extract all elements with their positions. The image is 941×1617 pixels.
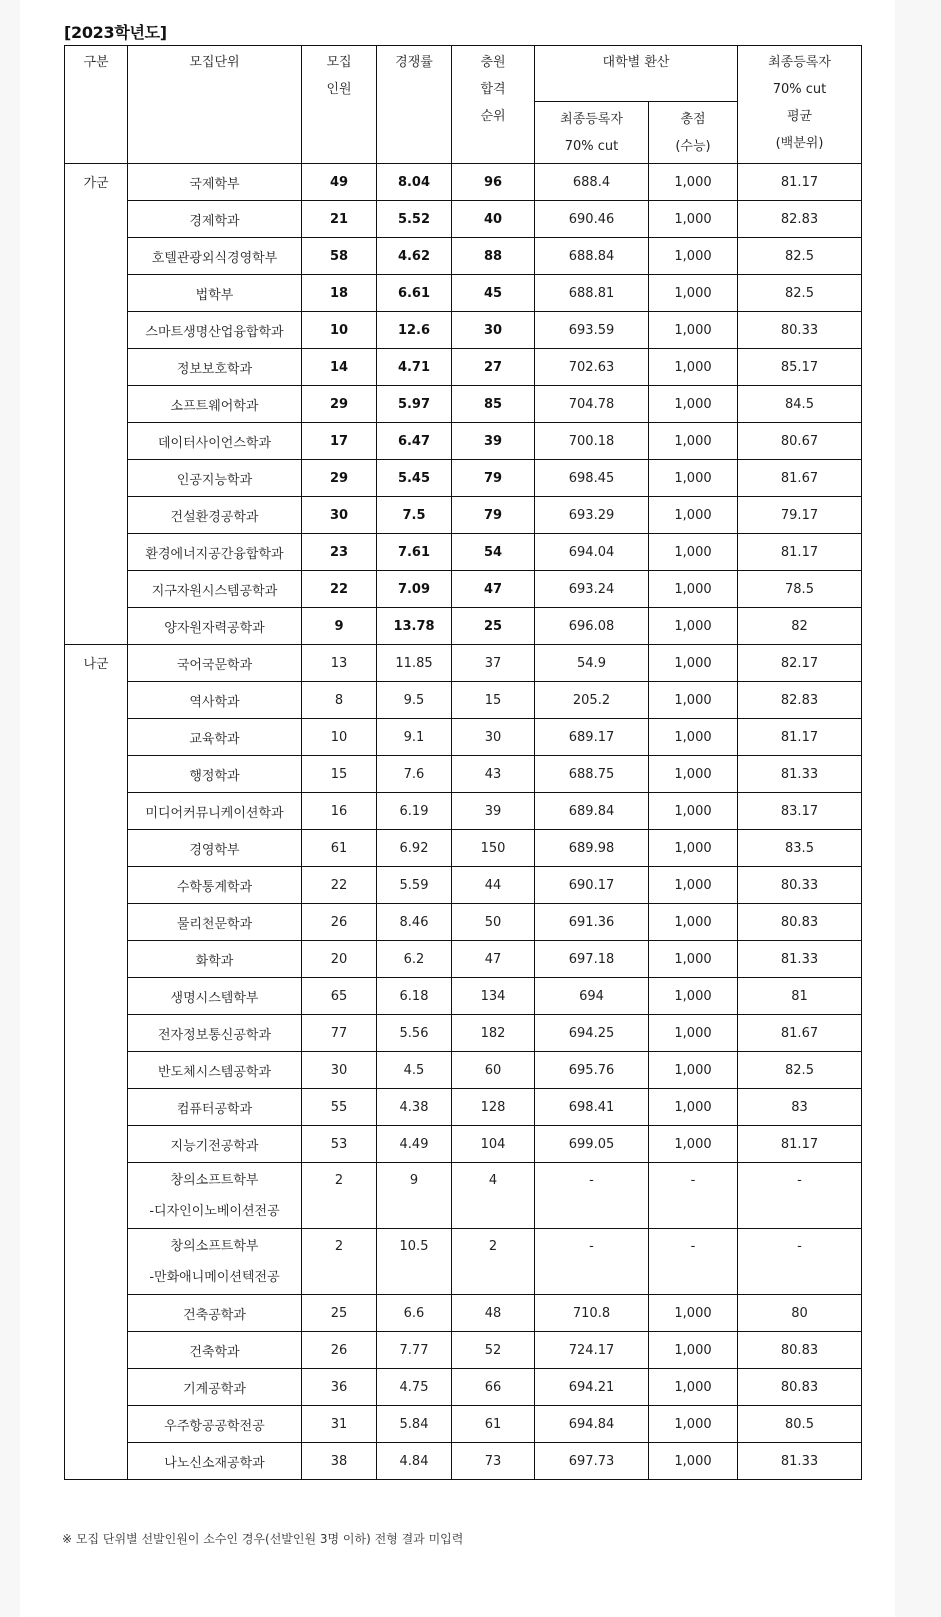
header-univ-conv: 대학별 환산: [535, 46, 738, 102]
cell-unit: 수학통계학과: [128, 867, 302, 904]
cell-ratio: 6.47: [377, 423, 452, 460]
cell-quota: 77: [302, 1015, 377, 1052]
table-row: [65, 497, 862, 534]
cell-ratio: 4.49: [377, 1126, 452, 1163]
cell-total: 1,000: [649, 682, 738, 719]
table-row: [65, 275, 862, 312]
cell-rank: 85: [452, 386, 535, 423]
cell-unit: 생명시스템학부: [128, 978, 302, 1015]
cell-quota: 38: [302, 1443, 377, 1480]
cell-ratio: 9.1: [377, 719, 452, 756]
cell-percentile: 82.17: [738, 645, 862, 682]
table-row: [65, 608, 862, 645]
cell-cut: 699.05: [535, 1126, 649, 1163]
cell-ratio: 7.5: [377, 497, 452, 534]
cell-cut: 693.59: [535, 312, 649, 349]
cell-rank: 44: [452, 867, 535, 904]
cell-total: 1,000: [649, 904, 738, 941]
header-percentile: 최종등록자 70% cut 평균 (백분위): [738, 46, 862, 164]
cell-percentile: -: [738, 1229, 862, 1295]
cell-percentile: 82: [738, 608, 862, 645]
cell-unit: 건축공학과: [128, 1295, 302, 1332]
cell-cut: 694.84: [535, 1406, 649, 1443]
cell-cut: 690.17: [535, 867, 649, 904]
cell-percentile: 80.83: [738, 904, 862, 941]
cell-quota: 36: [302, 1369, 377, 1406]
cell-rank: 52: [452, 1332, 535, 1369]
cell-rank: 61: [452, 1406, 535, 1443]
cell-quota: 16: [302, 793, 377, 830]
cell-total: 1,000: [649, 756, 738, 793]
cell-unit: 인공지능학과: [128, 460, 302, 497]
cell-unit: 기계공학과: [128, 1369, 302, 1406]
cell-unit: 소프트웨어학과: [128, 386, 302, 423]
table-row: [65, 867, 862, 904]
group-label: 가군: [65, 164, 128, 645]
cell-unit: 지능기전공학과: [128, 1126, 302, 1163]
table-row: [65, 1126, 862, 1163]
cell-rank: 96: [452, 164, 535, 201]
header-quota: 모집 인원: [302, 46, 377, 164]
cell-quota: 23: [302, 534, 377, 571]
header-unit: 모집단위: [128, 46, 302, 164]
cell-ratio: 6.18: [377, 978, 452, 1015]
cell-percentile: 82.5: [738, 1052, 862, 1089]
cell-percentile: 82.5: [738, 238, 862, 275]
cell-percentile: 78.5: [738, 571, 862, 608]
cell-quota: 61: [302, 830, 377, 867]
cell-ratio: 11.85: [377, 645, 452, 682]
cell-ratio: 4.75: [377, 1369, 452, 1406]
table-row: [65, 571, 862, 608]
cell-unit: 건설환경공학과: [128, 497, 302, 534]
table-row: [65, 1015, 862, 1052]
cell-total: 1,000: [649, 1332, 738, 1369]
cell-unit: 전자정보통신공학과: [128, 1015, 302, 1052]
cell-total: 1,000: [649, 830, 738, 867]
cell-percentile: 83.17: [738, 793, 862, 830]
cell-ratio: 7.6: [377, 756, 452, 793]
table-row: [65, 941, 862, 978]
cell-total: 1,000: [649, 164, 738, 201]
cell-ratio: 9.5: [377, 682, 452, 719]
cell-quota: 2: [302, 1229, 377, 1295]
cell-unit: 물리천문학과: [128, 904, 302, 941]
cell-quota: 14: [302, 349, 377, 386]
table-row: [65, 1406, 862, 1443]
cell-rank: 25: [452, 608, 535, 645]
cell-ratio: 7.77: [377, 1332, 452, 1369]
cell-ratio: 5.97: [377, 386, 452, 423]
cell-quota: 21: [302, 201, 377, 238]
cell-total: 1,000: [649, 460, 738, 497]
cell-cut: 694.25: [535, 1015, 649, 1052]
cell-quota: 18: [302, 275, 377, 312]
cell-total: 1,000: [649, 1369, 738, 1406]
cell-rank: 39: [452, 423, 535, 460]
cell-total: 1,000: [649, 1443, 738, 1480]
cell-rank: 73: [452, 1443, 535, 1480]
cell-rank: 134: [452, 978, 535, 1015]
cell-ratio: 5.56: [377, 1015, 452, 1052]
cell-percentile: 80.83: [738, 1369, 862, 1406]
cell-cut: 205.2: [535, 682, 649, 719]
table-row: [65, 1295, 862, 1332]
cell-quota: 26: [302, 1332, 377, 1369]
cell-rank: 60: [452, 1052, 535, 1089]
cell-percentile: 81.17: [738, 164, 862, 201]
cell-total: 1,000: [649, 645, 738, 682]
cell-rank: 39: [452, 793, 535, 830]
cell-cut: 694.21: [535, 1369, 649, 1406]
cell-unit: 환경에너지공간융합학과: [128, 534, 302, 571]
cell-rank: 150: [452, 830, 535, 867]
cell-ratio: 5.52: [377, 201, 452, 238]
table-row: [65, 1332, 862, 1369]
cell-unit: 데이터사이언스학과: [128, 423, 302, 460]
cell-percentile: 81.33: [738, 1443, 862, 1480]
cell-cut: 697.18: [535, 941, 649, 978]
cell-ratio: 6.61: [377, 275, 452, 312]
cell-quota: 20: [302, 941, 377, 978]
cell-cut: 54.9: [535, 645, 649, 682]
cell-quota: 15: [302, 756, 377, 793]
cell-quota: 10: [302, 719, 377, 756]
cell-unit: 경제학과: [128, 201, 302, 238]
cell-rank: 15: [452, 682, 535, 719]
cell-quota: 49: [302, 164, 377, 201]
cell-unit: 호텔관광외식경영학부: [128, 238, 302, 275]
cell-percentile: 80.33: [738, 867, 862, 904]
cell-cut: 689.84: [535, 793, 649, 830]
cell-unit: 교육학과: [128, 719, 302, 756]
table-row: [65, 756, 862, 793]
cell-ratio: 4.71: [377, 349, 452, 386]
table-row: [65, 1089, 862, 1126]
cell-quota: 31: [302, 1406, 377, 1443]
cell-unit: 국제학부: [128, 164, 302, 201]
cell-cut: 689.17: [535, 719, 649, 756]
cell-unit: 정보보호학과: [128, 349, 302, 386]
cell-rank: 27: [452, 349, 535, 386]
cell-percentile: 81.67: [738, 460, 862, 497]
cell-rank: 4: [452, 1163, 535, 1229]
cell-rank: 30: [452, 312, 535, 349]
cell-cut: 696.08: [535, 608, 649, 645]
table-row: [65, 349, 862, 386]
cell-quota: 58: [302, 238, 377, 275]
cell-ratio: 9: [377, 1163, 452, 1229]
cell-quota: 25: [302, 1295, 377, 1332]
cell-quota: 30: [302, 1052, 377, 1089]
cell-total: 1,000: [649, 275, 738, 312]
cell-percentile: 81.67: [738, 1015, 862, 1052]
cell-percentile: 81.33: [738, 941, 862, 978]
cell-total: -: [649, 1229, 738, 1295]
table-row: [65, 1229, 862, 1295]
cell-unit: 창의소프트학부 -디자인이노베이션전공: [128, 1163, 302, 1229]
table-row: [65, 1163, 862, 1229]
header-total: 총점 (수능): [649, 102, 738, 164]
cell-total: 1,000: [649, 978, 738, 1015]
cell-ratio: 5.59: [377, 867, 452, 904]
cell-unit: 역사학과: [128, 682, 302, 719]
cell-ratio: 7.09: [377, 571, 452, 608]
cell-cut: 698.41: [535, 1089, 649, 1126]
table-row: [65, 201, 862, 238]
cell-total: 1,000: [649, 1052, 738, 1089]
table-row: [65, 978, 862, 1015]
cell-cut: 690.46: [535, 201, 649, 238]
cell-total: 1,000: [649, 719, 738, 756]
cell-quota: 22: [302, 867, 377, 904]
cell-rank: 30: [452, 719, 535, 756]
cell-total: 1,000: [649, 1295, 738, 1332]
table-row: [65, 793, 862, 830]
cell-total: 1,000: [649, 423, 738, 460]
cell-unit: 국어국문학과: [128, 645, 302, 682]
cell-quota: 17: [302, 423, 377, 460]
cell-unit: 나노신소재공학과: [128, 1443, 302, 1480]
cell-total: 1,000: [649, 867, 738, 904]
cell-rank: 128: [452, 1089, 535, 1126]
cell-cut: 693.29: [535, 497, 649, 534]
cell-cut: 710.8: [535, 1295, 649, 1332]
cell-ratio: 13.78: [377, 608, 452, 645]
table-body: [65, 164, 862, 1480]
cell-unit: 양자원자력공학과: [128, 608, 302, 645]
cell-quota: 55: [302, 1089, 377, 1126]
cell-total: 1,000: [649, 349, 738, 386]
cell-cut: 691.36: [535, 904, 649, 941]
cell-percentile: 83.5: [738, 830, 862, 867]
cell-percentile: 81: [738, 978, 862, 1015]
cell-ratio: 6.6: [377, 1295, 452, 1332]
cell-cut: 688.81: [535, 275, 649, 312]
table-row: [65, 830, 862, 867]
cell-cut: 688.84: [535, 238, 649, 275]
cell-ratio: 7.61: [377, 534, 452, 571]
cell-quota: 65: [302, 978, 377, 1015]
cell-cut: 694: [535, 978, 649, 1015]
cell-unit: 지구자원시스템공학과: [128, 571, 302, 608]
cell-percentile: 81.17: [738, 719, 862, 756]
cell-cut: 693.24: [535, 571, 649, 608]
cell-unit: 반도체시스템공학과: [128, 1052, 302, 1089]
cell-percentile: 79.17: [738, 497, 862, 534]
cell-quota: 8: [302, 682, 377, 719]
cell-quota: 9: [302, 608, 377, 645]
cell-ratio: 6.19: [377, 793, 452, 830]
cell-percentile: 82.5: [738, 275, 862, 312]
cell-total: 1,000: [649, 312, 738, 349]
cell-rank: 88: [452, 238, 535, 275]
cell-rank: 47: [452, 571, 535, 608]
cell-unit: 건축학과: [128, 1332, 302, 1369]
cell-ratio: 8.04: [377, 164, 452, 201]
cell-total: 1,000: [649, 941, 738, 978]
cell-rank: 79: [452, 460, 535, 497]
cell-quota: 13: [302, 645, 377, 682]
cell-unit: 우주항공공학전공: [128, 1406, 302, 1443]
cell-unit: 화학과: [128, 941, 302, 978]
table-row: [65, 534, 862, 571]
cell-percentile: 85.17: [738, 349, 862, 386]
cell-quota: 29: [302, 460, 377, 497]
cell-quota: 53: [302, 1126, 377, 1163]
cell-total: 1,000: [649, 793, 738, 830]
header-row-1: [65, 46, 862, 102]
page-title: [2023학년도]: [64, 23, 167, 42]
cell-percentile: 81.33: [738, 756, 862, 793]
cell-quota: 10: [302, 312, 377, 349]
table-row: [65, 460, 862, 497]
cell-cut: 704.78: [535, 386, 649, 423]
cell-quota: 29: [302, 386, 377, 423]
cell-cut: 688.4: [535, 164, 649, 201]
cell-cut: -: [535, 1163, 649, 1229]
cell-ratio: 6.2: [377, 941, 452, 978]
cell-cut: 694.04: [535, 534, 649, 571]
cell-percentile: 83: [738, 1089, 862, 1126]
table-row: [65, 386, 862, 423]
cell-unit: 컴퓨터공학과: [128, 1089, 302, 1126]
cell-quota: 2: [302, 1163, 377, 1229]
cell-ratio: 5.45: [377, 460, 452, 497]
table-row: [65, 1052, 862, 1089]
cell-unit: 스마트생명산업융합학과: [128, 312, 302, 349]
cell-quota: 30: [302, 497, 377, 534]
cell-total: 1,000: [649, 534, 738, 571]
admission-results-table: [64, 45, 862, 1480]
cell-rank: 79: [452, 497, 535, 534]
table-row: [65, 682, 862, 719]
cell-quota: 22: [302, 571, 377, 608]
cell-percentile: 84.5: [738, 386, 862, 423]
cell-cut: 688.75: [535, 756, 649, 793]
cell-rank: 45: [452, 275, 535, 312]
cell-quota: 26: [302, 904, 377, 941]
cell-total: 1,000: [649, 201, 738, 238]
cell-rank: 50: [452, 904, 535, 941]
cell-ratio: 4.5: [377, 1052, 452, 1089]
cell-percentile: 80.67: [738, 423, 862, 460]
cell-cut: 702.63: [535, 349, 649, 386]
cell-rank: 182: [452, 1015, 535, 1052]
cell-rank: 47: [452, 941, 535, 978]
cell-percentile: 82.83: [738, 682, 862, 719]
footnote: ※ 모집 단위별 선발인원이 소수인 경우(선발인원 3명 이하) 전형 결과 미입력: [62, 1532, 464, 1546]
cell-unit: 경영학부: [128, 830, 302, 867]
cell-rank: 54: [452, 534, 535, 571]
cell-rank: 48: [452, 1295, 535, 1332]
cell-percentile: -: [738, 1163, 862, 1229]
table-row: [65, 312, 862, 349]
cell-cut: 698.45: [535, 460, 649, 497]
cell-percentile: 81.17: [738, 534, 862, 571]
cell-total: -: [649, 1163, 738, 1229]
document-page: [20, 0, 895, 1617]
header-univ-cut: 최종등록자 70% cut: [535, 102, 649, 164]
cell-total: 1,000: [649, 1126, 738, 1163]
cell-cut: -: [535, 1229, 649, 1295]
cell-percentile: 80.33: [738, 312, 862, 349]
cell-percentile: 80: [738, 1295, 862, 1332]
cell-total: 1,000: [649, 1089, 738, 1126]
cell-cut: 689.98: [535, 830, 649, 867]
cell-total: 1,000: [649, 608, 738, 645]
cell-total: 1,000: [649, 1015, 738, 1052]
cell-ratio: 4.38: [377, 1089, 452, 1126]
cell-unit: 법학부: [128, 275, 302, 312]
table-row: [65, 238, 862, 275]
header-group: 구분: [65, 46, 128, 164]
cell-rank: 66: [452, 1369, 535, 1406]
cell-percentile: 82.83: [738, 201, 862, 238]
cell-rank: 43: [452, 756, 535, 793]
cell-cut: 724.17: [535, 1332, 649, 1369]
cell-cut: 695.76: [535, 1052, 649, 1089]
cell-total: 1,000: [649, 497, 738, 534]
cell-rank: 37: [452, 645, 535, 682]
cell-ratio: 4.62: [377, 238, 452, 275]
table-row: [65, 904, 862, 941]
cell-percentile: 80.83: [738, 1332, 862, 1369]
cell-rank: 2: [452, 1229, 535, 1295]
cell-ratio: 6.92: [377, 830, 452, 867]
cell-ratio: 12.6: [377, 312, 452, 349]
cell-ratio: 5.84: [377, 1406, 452, 1443]
cell-total: 1,000: [649, 386, 738, 423]
cell-ratio: 8.46: [377, 904, 452, 941]
table-row: [65, 423, 862, 460]
header-rank: 충원 합격 순위: [452, 46, 535, 164]
table-row: [65, 1369, 862, 1406]
cell-unit: 창의소프트학부 -만화애니메이션텍전공: [128, 1229, 302, 1295]
group-label: 나군: [65, 645, 128, 1480]
table-row: [65, 645, 862, 682]
cell-total: 1,000: [649, 1406, 738, 1443]
cell-total: 1,000: [649, 238, 738, 275]
cell-unit: 미디어커뮤니케이션학과: [128, 793, 302, 830]
cell-total: 1,000: [649, 571, 738, 608]
header-ratio: 경쟁률: [377, 46, 452, 164]
cell-cut: 697.73: [535, 1443, 649, 1480]
cell-ratio: 4.84: [377, 1443, 452, 1480]
table-row: [65, 1443, 862, 1480]
cell-rank: 104: [452, 1126, 535, 1163]
cell-unit: 행정학과: [128, 756, 302, 793]
cell-cut: 700.18: [535, 423, 649, 460]
table-row: [65, 164, 862, 201]
cell-percentile: 80.5: [738, 1406, 862, 1443]
cell-percentile: 81.17: [738, 1126, 862, 1163]
table-row: [65, 719, 862, 756]
cell-ratio: 10.5: [377, 1229, 452, 1295]
cell-rank: 40: [452, 201, 535, 238]
